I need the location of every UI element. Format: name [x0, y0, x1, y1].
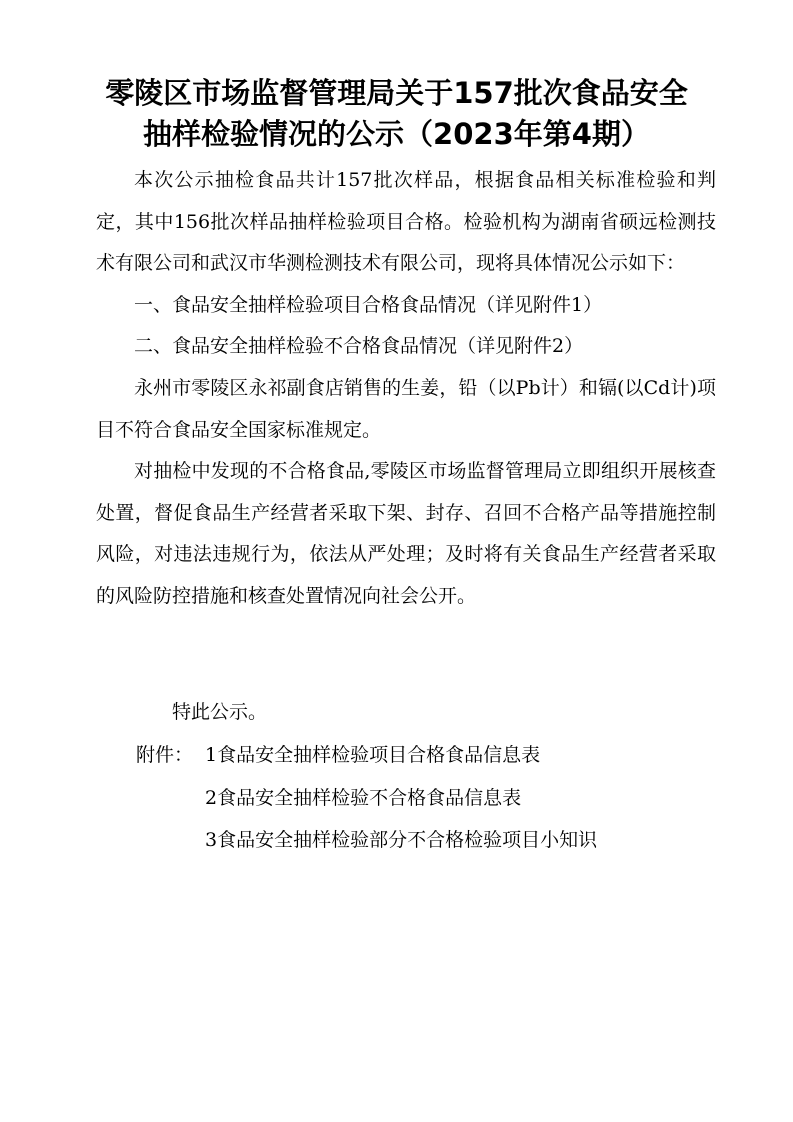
paragraph-intro: 本次公示抽检食品共计157批次样品，根据食品相关标准检验和判定，其中156批次样品抽样检验项目合格。检验机构为湖南省硕远检测技术有限公司和武汉市华测检测技术有限公司，现将具体情况公示如下：: [96, 169, 716, 275]
paragraph-failed-detail: 永州市零陵区永祁副食店销售的生姜，铅（以Pb计）和镉(以Cd计)项目不符合食品安全国家标准规定。: [96, 376, 716, 441]
document-body: [96, 160, 716, 618]
attachment-item-1: 1食品安全抽样检验项目合格食品信息表: [205, 744, 541, 766]
closing-statement: 特此公示。: [172, 701, 268, 723]
document-title-line-2: 抽样检验情况的公示（2023年第4期）: [143, 117, 650, 151]
attachments-label: 附件：: [136, 744, 194, 766]
attachment-item-3: 3食品安全抽样检验部分不合格检验项目小知识: [205, 829, 598, 851]
paragraph-disposal: 对抽检中发现的不合格食品,零陵区市场监督管理局立即组织开展核查处置，督促食品生产经营者采取下架、封存、召回不合格产品等措施控制风险，对违法违规行为，依法从严处理；及时将有关食品生产经营者采取的风险防控措施和核查处置情况向社会公开。: [96, 460, 716, 607]
paragraph-section-1: 一、食品安全抽样检验项目合格食品情况（详见附件1）: [134, 293, 603, 316]
attachment-item-2: 2食品安全抽样检验不合格食品信息表: [205, 787, 522, 809]
paragraph-section-2: 二、食品安全抽样检验不合格食品情况（详见附件2）: [134, 335, 584, 358]
document-title-line-1: 零陵区市场监督管理局关于157批次食品安全: [105, 76, 688, 110]
